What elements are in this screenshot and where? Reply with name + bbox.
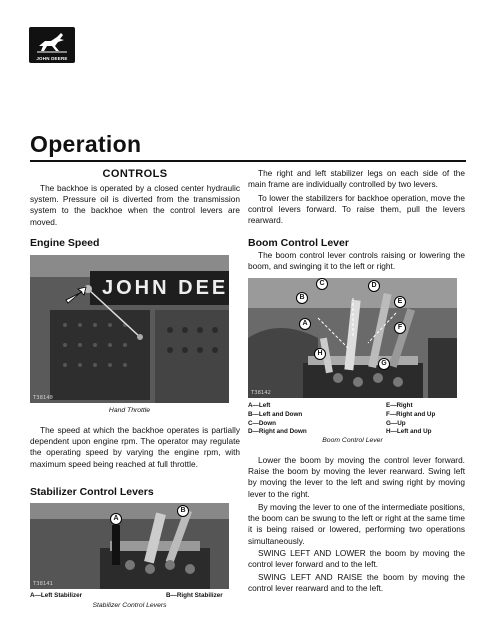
stabilizer-legs-paragraph: The right and left stabilizer legs on each side of the main frame are individually controlled by two levers. [248, 168, 465, 190]
engine-speed-heading: Engine Speed [30, 237, 100, 249]
legend-c: C—Down [248, 419, 276, 427]
boom-heading: Boom Control Lever [248, 237, 349, 249]
callout-b: B [296, 292, 308, 304]
controls-heading: CONTROLS [102, 168, 168, 180]
callout-a: A [299, 318, 311, 330]
callout-a: A [110, 513, 122, 525]
hand-throttle-photo [30, 255, 229, 403]
callout-c: C [316, 278, 328, 290]
stabilizer-photo [30, 503, 229, 589]
photo-id: T38142 [251, 390, 271, 396]
legend-h: H—Left and Up [386, 428, 432, 436]
photo-sign-text: JOHN DEE [102, 277, 229, 299]
john-deere-logo [29, 27, 75, 63]
stabilizer-caption: Stabilizer Control Levers [92, 602, 167, 609]
boom-legend-left [248, 402, 307, 437]
title-rule [30, 160, 466, 162]
callout-g: G [378, 358, 390, 370]
legend-e: E—Right [386, 402, 413, 409]
boom-intro-paragraph: The boom control lever controls raising or lowering the boom, and swinging it to the left or right. [248, 250, 465, 272]
deer-icon [37, 30, 67, 54]
boom-para2: By moving the lever to one of the intermediate positions, the boom can be swung to the left or right at the same time it is being raised or lowered, performing two operations simultaneously. [248, 502, 465, 546]
legend-d: D—Right and Down [248, 428, 307, 436]
boom-caption: Boom Control Lever [322, 437, 383, 444]
callout-f: F [394, 322, 406, 334]
legend-a: A—Left [248, 402, 271, 409]
engine-speed-paragraph: The speed at which the backhoe operates is partially dependent upon engine rpm. The operator may regulate the operating speed by varying the engine rpm, with maximum speed being reached at full throttle. [30, 425, 240, 469]
legend-right-stabilizer: B—Right Stabilizer [166, 592, 223, 599]
stabilizer-heading: Stabilizer Control Levers [30, 486, 154, 498]
hand-throttle-caption: Hand Throttle [108, 407, 151, 414]
callout-h: H [314, 348, 326, 360]
legend-g: G—Up [386, 419, 406, 427]
legend-f: F—Right and Up [386, 410, 436, 418]
page-title: Operation [30, 131, 142, 157]
boom-para1: Lower the boom by moving the control lever forward. Raise the boom by moving the lever rearward. Swing left by moving the lever to the left and swing right by moving lever to the right. [248, 455, 465, 499]
callout-b: B [177, 505, 189, 517]
callout-e: E [394, 296, 406, 308]
controls-paragraph: The backhoe is operated by a closed center hydraulic system. Pressure oil is diverted from the transmission system to the backhoe when the control levers are moved. [30, 183, 240, 227]
boom-legend-right [386, 402, 435, 437]
photo-id: T38141 [33, 581, 53, 587]
photo-id: T38140 [33, 395, 53, 401]
boom-para3: SWING LEFT AND LOWER the boom by moving the control lever forward and to the left. [248, 548, 465, 570]
lower-stabilizers-paragraph: To lower the stabilizers for backhoe operation, move the control levers forward. To raise them, pull the levers rearward. [248, 193, 465, 226]
legend-b: B—Left and Down [248, 410, 303, 418]
legend-left-stabilizer: A—Left Stabilizer [30, 592, 83, 599]
boom-para4: SWING LEFT AND RAISE the boom by moving the control lever rearward and to the left. [248, 572, 465, 594]
logo-text: JOHN DEERE [36, 56, 68, 61]
callout-d: D [368, 280, 380, 292]
boom-lever-photo [248, 278, 457, 398]
